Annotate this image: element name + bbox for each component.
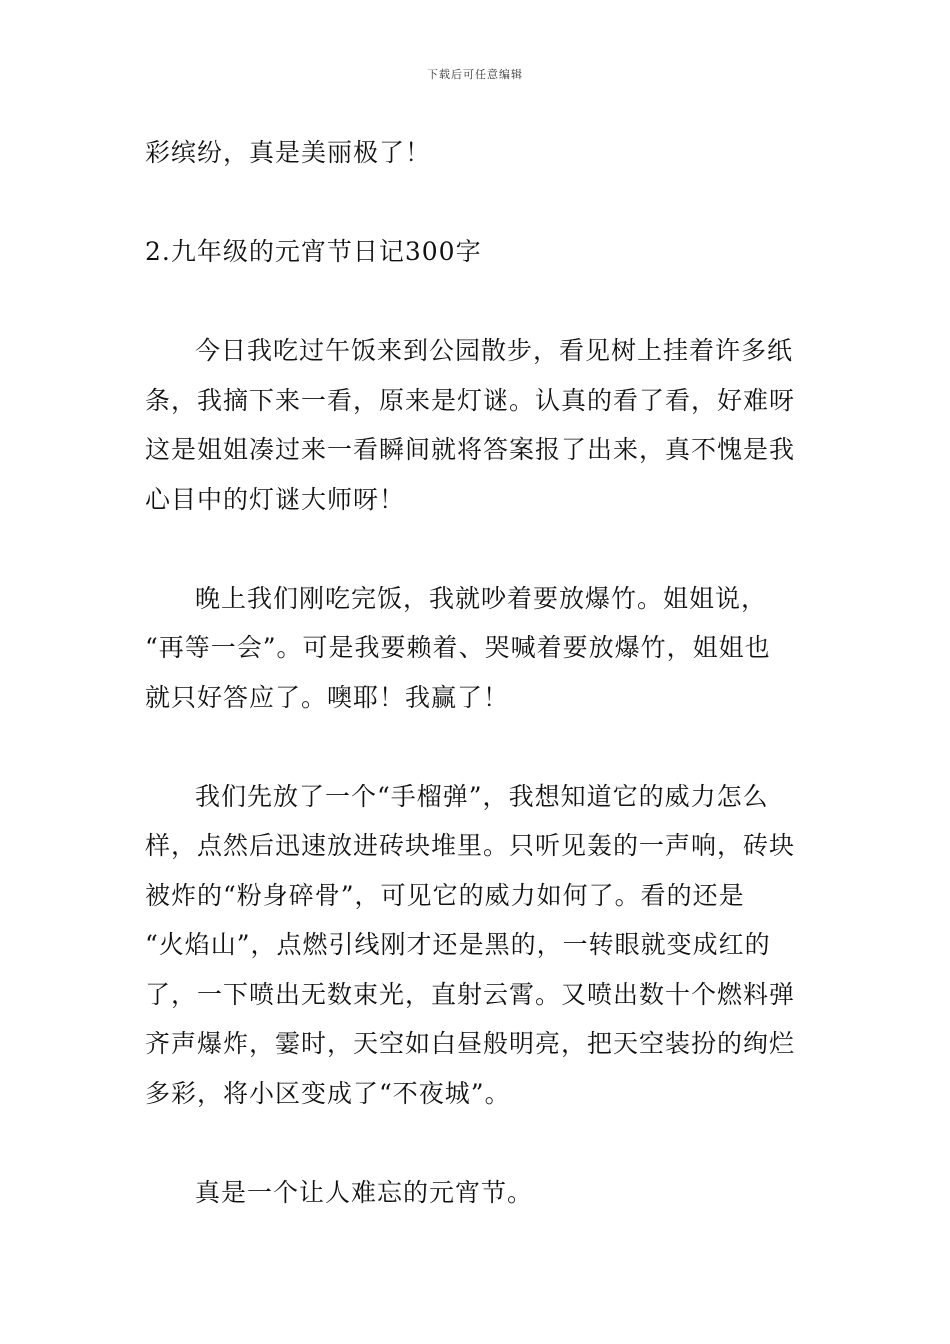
paragraph-gap <box>145 277 810 327</box>
section-heading: 2.九年级的元宵节日记300字 <box>145 237 482 266</box>
paragraph-gap <box>145 524 810 574</box>
page-header: 下载后可任意编辑 <box>427 68 523 81</box>
text-line: 我们先放了一个“手榴弹”，我想知道它的威力怎么 <box>195 781 769 811</box>
closing-line: 真是一个让人难忘的元宵节。 <box>195 1177 534 1207</box>
paragraph-firecrackers <box>145 574 810 723</box>
text-line: 条，我摘下来一看，原来是灯谜。认真的看了看，好难呀 <box>145 385 796 415</box>
text-line: 晚上我们刚吃完饭，我就吵着要放爆竹。姐姐说， <box>195 583 768 613</box>
text-line: 齐声爆炸，霎时，天空如白昼般明亮，把天空装扮的绚烂 <box>145 1029 796 1058</box>
paragraph-gap <box>145 722 810 772</box>
text-line: 了，一下喷出无数束光，直射云霄。又喷出数十个燃料弹 <box>145 979 796 1009</box>
paragraph-gap <box>145 1118 810 1168</box>
text-line: 样，点然后迅速放进砖块堆里。只听见轰的一声响，砖块 <box>145 831 796 860</box>
text-line: 今日我吃过午饭来到公园散步，看见树上挂着许多纸 <box>195 336 794 365</box>
text-line: 被炸的“粉身碎骨”，可见它的威力如何了。看的还是 <box>145 880 745 910</box>
text-line: 就只好答应了。噢耶！我赢了！ <box>145 682 510 712</box>
text-line: “再等一会”。可是我要赖着、哭喊着要放爆竹，姐姐也 <box>145 633 771 662</box>
text-line: “火焰山”，点燃引线刚才还是黑的，一转眼就变成红的 <box>145 930 771 959</box>
paragraph-gap <box>145 178 810 228</box>
text-line: 多彩，将小区变成了“不夜城”。 <box>145 1078 511 1108</box>
document-body <box>145 128 810 1217</box>
text-line: 心目中的灯谜大师呀！ <box>145 484 406 514</box>
text-line: 这是姐姐凑过来一看瞬间就将答案报了出来，真不愧是我 <box>145 435 796 464</box>
paragraph-lantern-riddle <box>145 326 810 524</box>
paragraph-fireworks <box>145 772 810 1119</box>
paragraph-continuation: 彩缤纷，真是美丽极了！ <box>145 138 432 167</box>
